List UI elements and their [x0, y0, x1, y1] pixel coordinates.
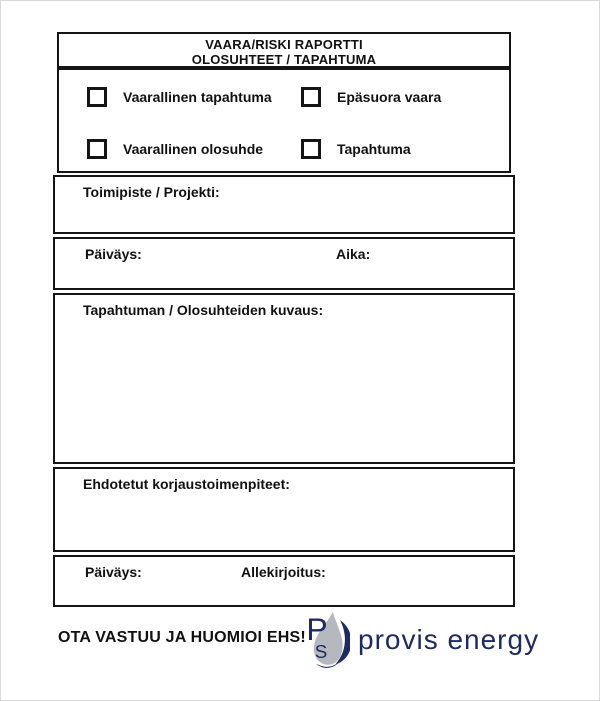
form-title-box [57, 32, 511, 68]
provis-energy-logo [304, 609, 539, 671]
provis-energy-logo-mark [304, 609, 350, 671]
date-signature-field[interactable] [53, 555, 515, 607]
description-label: Tapahtuman / Olosuhteiden kuvaus: [83, 302, 324, 318]
checkbox-indirect-hazard[interactable] [301, 87, 321, 107]
description-field[interactable] [53, 293, 515, 464]
corrective-actions-field[interactable] [53, 467, 515, 552]
date2-label: Päiväys: [85, 564, 142, 580]
checkbox-label: Vaarallinen tapahtuma [123, 89, 272, 105]
incident-type-section [57, 68, 511, 173]
provis-energy-wordmark: provis energy [358, 624, 540, 655]
checkbox-label: Vaarallinen olosuhde [123, 141, 264, 157]
signature-label: Allekirjoitus: [241, 564, 326, 580]
logo-letter-s: S [314, 640, 328, 662]
corrective-actions-label: Ehdotetut korjaustoimenpiteet: [83, 476, 290, 492]
date-time-field[interactable] [53, 237, 515, 290]
logo-letter-p: P [306, 611, 328, 647]
checkbox-event[interactable] [301, 139, 321, 159]
checkbox-label: Tapahtuma [337, 141, 411, 157]
checkbox-row-dangerous-event [87, 87, 272, 107]
checkbox-row-dangerous-condition [87, 139, 263, 159]
site-project-label: Toimipiste / Projekti: [83, 184, 220, 200]
checkbox-label: Epäsuora vaara [337, 89, 442, 105]
checkbox-row-event [301, 139, 411, 159]
form-title-line1: VAARA/RISKI RAPORTTI [205, 37, 363, 52]
ehs-slogan: OTA VASTUU JA HUOMIOI EHS! [58, 629, 306, 646]
date-label: Päiväys: [85, 246, 142, 262]
checkbox-dangerous-event[interactable] [87, 87, 107, 107]
time-label: Aika: [336, 246, 371, 262]
form-title-line2: OLOSUHTEET / TAPAHTUMA [191, 52, 377, 67]
site-project-field[interactable] [53, 175, 515, 234]
checkbox-row-indirect-hazard [301, 87, 441, 107]
checkbox-dangerous-condition[interactable] [87, 139, 107, 159]
